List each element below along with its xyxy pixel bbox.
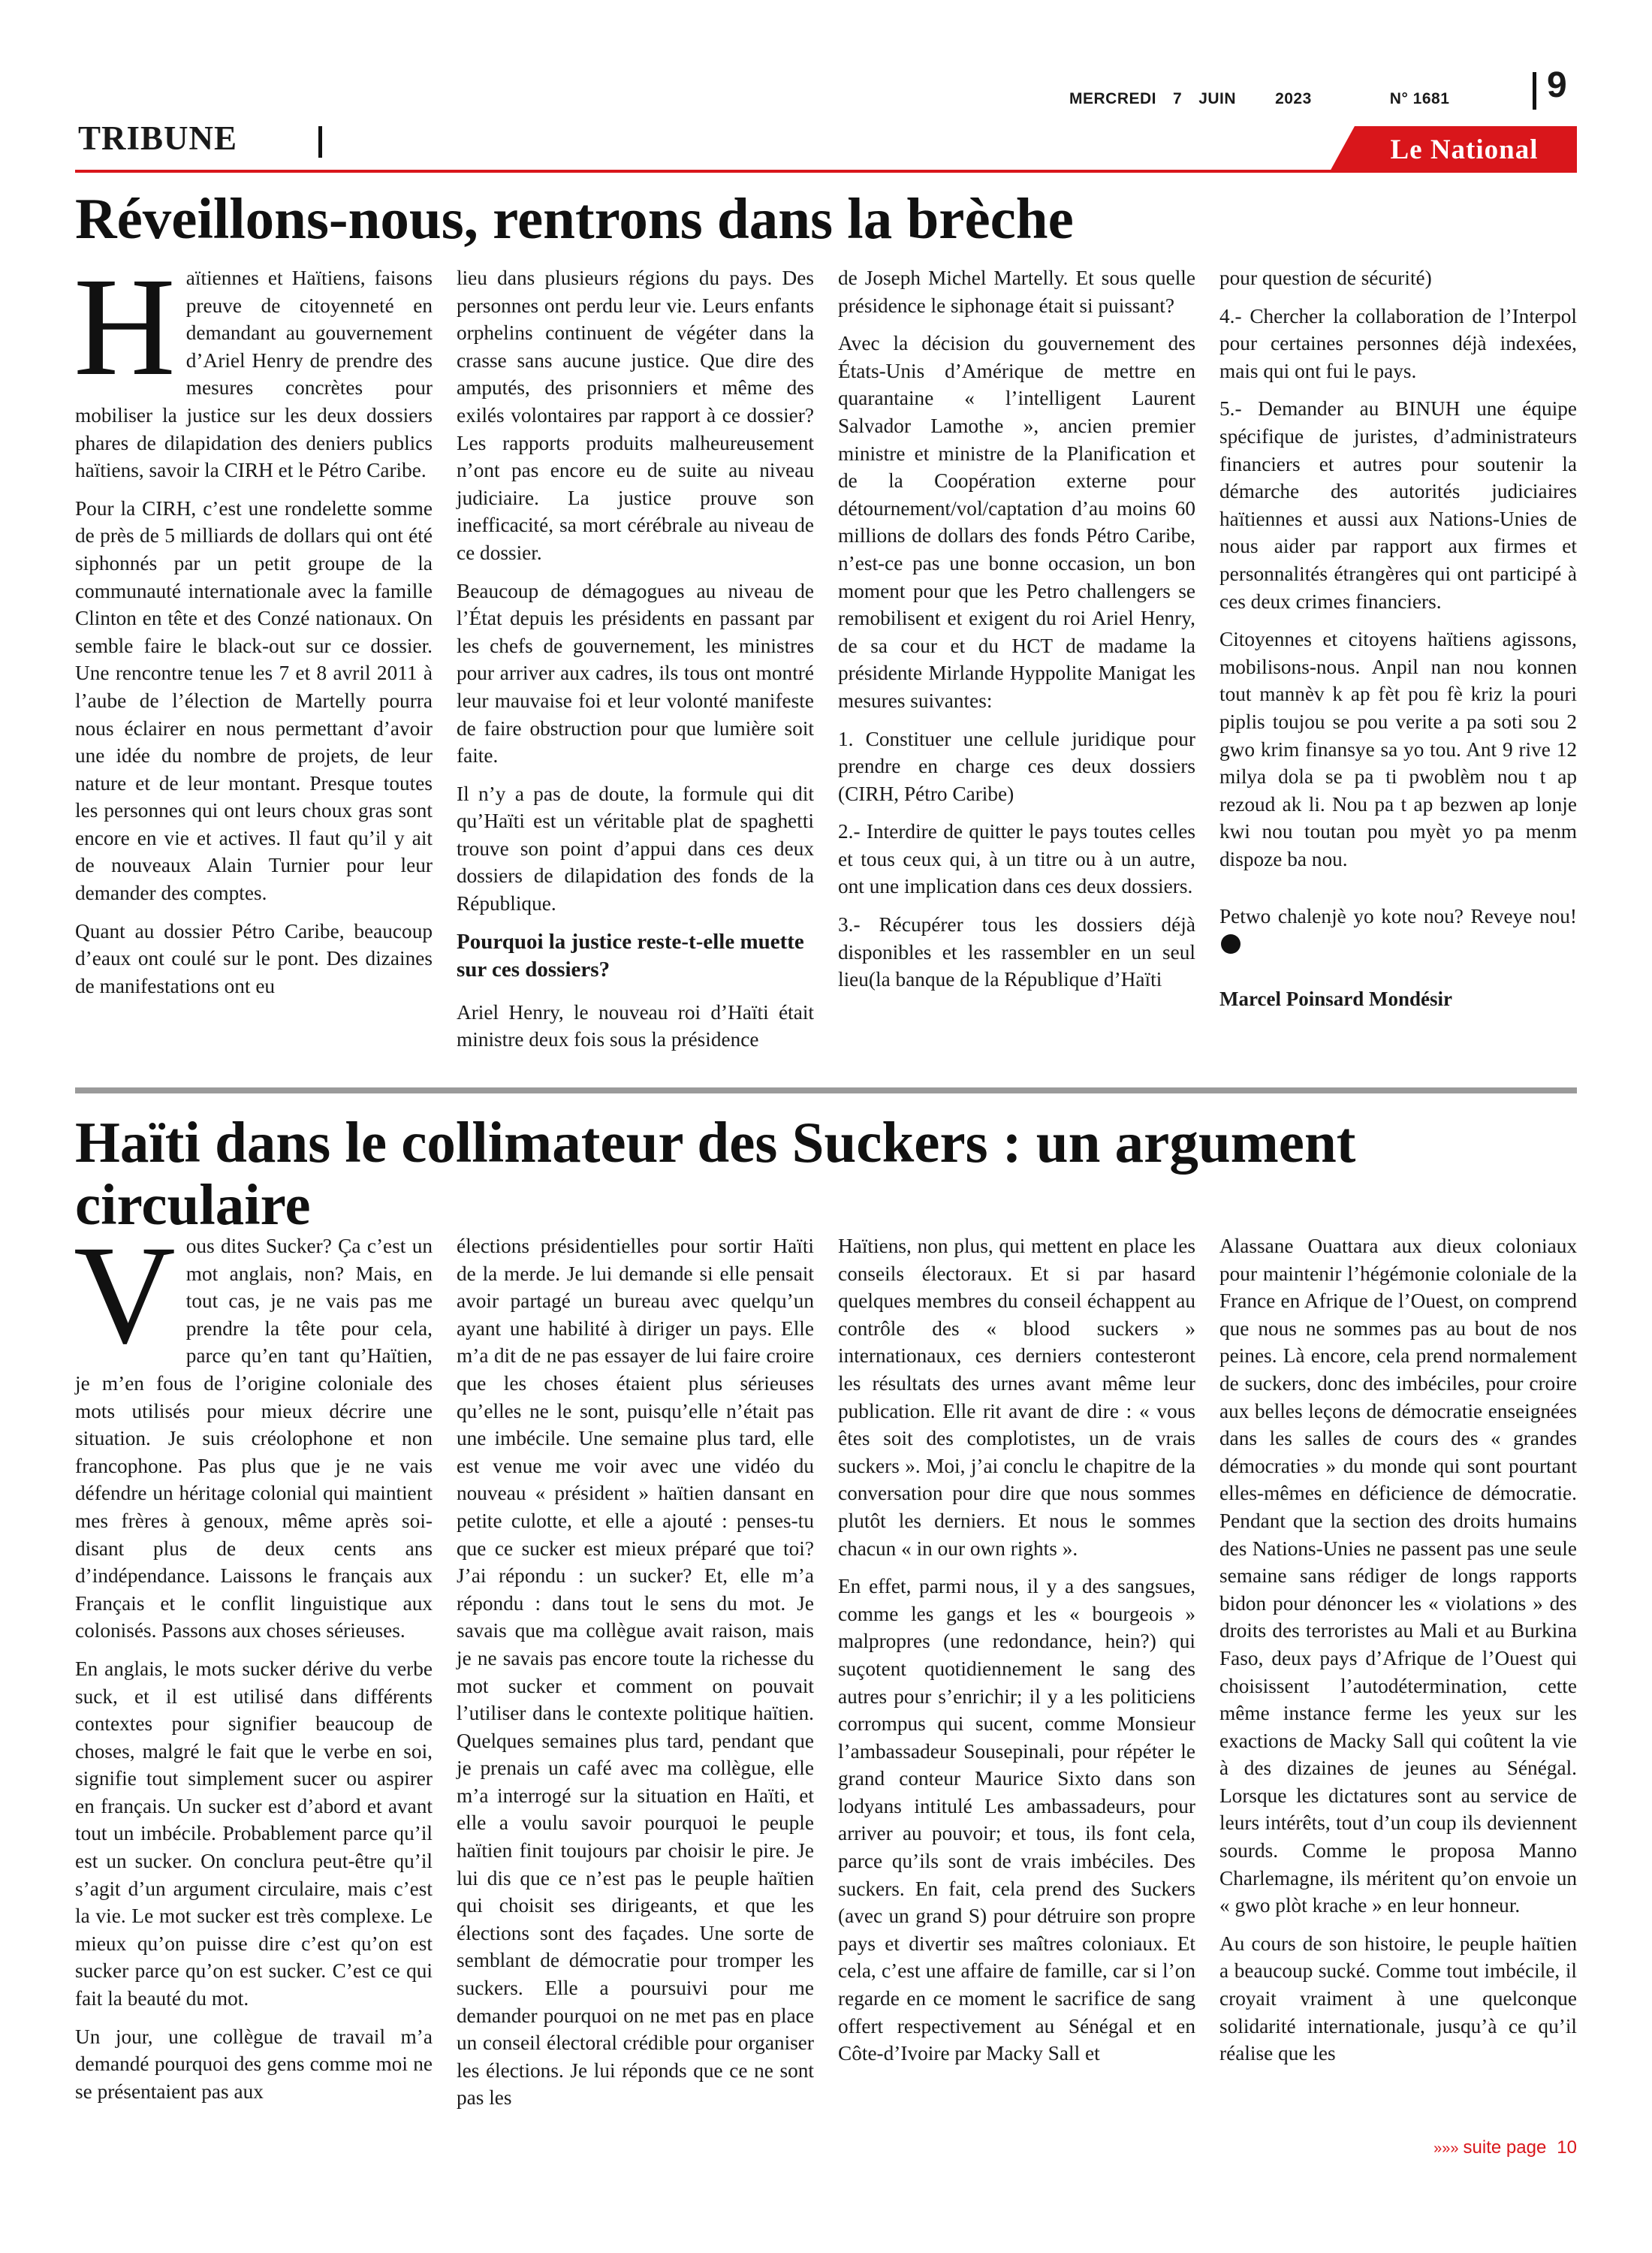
continue-page-number: 10 bbox=[1557, 2137, 1577, 2158]
article-1-body bbox=[74, 248, 1577, 1074]
issue-month: JUIN bbox=[1198, 90, 1237, 107]
article-1-column-3 bbox=[838, 264, 1195, 1074]
article-1-column-1 bbox=[74, 248, 433, 1074]
issue-date: 7 bbox=[1173, 90, 1183, 107]
article-list-item: 4.- Chercher la collaboration de l’Interpol pour certaines personnes déjà indexées, mais qui ont fui le pays. bbox=[1219, 304, 1577, 382]
article-paragraph: Avec la décision du gouvernement des États-Unis d’Amérique de mettre en quarantaine « l’intelligent Laurent Salvador Lamothe », ancien premier ministre et ministre de la Planification et de la Coopération externe pour détournement/vol/captation d’au moins 60 millions de dollars des fonds Pétro Caribe, n’est-ce pas une bonne occasion, un bon moment pour que les Petro challengers se remobilisent et exigent du roi Ariel Henry, de sa cour et du HCT de madame la présidente Mirlande Hyppolite Manigat les mesures suivantes: bbox=[838, 332, 1195, 712]
article-paragraph bbox=[74, 1216, 433, 1645]
closing-text: Petwo chalenjè yo kote nou? Reveye nou! bbox=[1219, 905, 1577, 928]
continue-label: suite page bbox=[1463, 2137, 1547, 2158]
article-2-column-1 bbox=[74, 1216, 433, 2134]
article-2-column-3 bbox=[838, 1232, 1195, 2134]
brand-name: Le National bbox=[1390, 134, 1539, 165]
article-paragraph: Quant au dossier Pétro Caribe, beaucoup d’eaux ont coulé sur le pont. Des dizaines de manifestations ont eu bbox=[75, 919, 433, 997]
article-1-column-2 bbox=[457, 264, 814, 1074]
article-paragraph: En effet, parmi nous, il y a des sangsues, comme les gangs et les « bourgeois » malpropres (une redondance, hein?) qui suçotent quotidiennement le sang des autres pour s’enrichir; il y a les politiciens corrompus qui sucent, comme Monsieur l’ambassadeur Sousepinali, pour répéter le grand conteur Maurice Sixto dans son lodyans intitulé Les ambassadeurs, pour arriver au pouvoir; et tous, ils font cela, parce qu’ils sont de vrais imbéciles. Des suckers. En fait, cela prend des Suckers (avec un grand S) pour détruire son propre pays et divertir ses maîtres coloniaux. Et cela, c’est une affaire de famille, car si l’on regarde en ce moment le sacrifice de sang offert respectivement au Sénégal et en Côte-d’Ivoire par Macky Sall et bbox=[838, 1575, 1195, 2065]
article-list-item: pour question de sécurité) bbox=[1219, 267, 1432, 289]
article-divider bbox=[75, 1087, 1577, 1093]
article-1-column-4 bbox=[1219, 264, 1577, 1074]
page-number-separator bbox=[1533, 72, 1536, 110]
continued-on-page[interactable] bbox=[1397, 2137, 1577, 2158]
article-1-title: Réveillons-nous, rentrons dans la brèche bbox=[75, 186, 1074, 251]
article-paragraph: Au cours de son histoire, le peuple haïtien a beaucoup sucké. Comme tout imbécile, il croyait vraiment à une quelconque solidarité internationale, jusqu’à ce qu’il réalise que les bbox=[1219, 1932, 1577, 2065]
article-paragraph: Haïtiens, non plus, qui mettent en place les conseils électoraux. Et si par hasard quelques membres du conseil échappent au contrôle des « blood suckers » internationaux, ces derniers contesteront les résultats des urnes avant même leur publication. Elle rit avant de dire : « vous êtes soit des complotistes, un de vrais suckers ». Moi, j’ai conclu le chapitre de la conversation pour dire que nous sommes plutôt les derniers. Et nous le sommes chacun « in our own rights ». bbox=[838, 1235, 1195, 1560]
issue-year: 2023 bbox=[1275, 90, 1312, 107]
drop-cap: H bbox=[74, 248, 176, 405]
article-paragraph: En anglais, le mots sucker dérive du verbe suck, et il est utilisé dans différents contextes pour signifier beaucoup de choses, malgré le fait que le verbe en soi, signifie tout simplement sucer ou aspirer en français. Un sucker est d’abord et avant tout un imbécile. Probablement parce qu’il est un sucker. On conclura peut-être qu’il s’agit d’un argument circulaire, mais c’est la vie. Le mot sucker est très complexe. Le mieux qu’on puisse dire c’est qu’on est sucker parce qu’on est sucker. C’est ce qui fait la beauté du mot. bbox=[75, 1657, 433, 2010]
article-paragraph: Alassane Ouattara aux dieux coloniaux pour maintenir l’hégémonie coloniale de la France en Afrique de l’Ouest, on comprend que nous ne sommes pas au bout de nos peines. Là encore, cela prend normalement de suckers, donc des imbéciles, pour croire aux belles leçons de démocratie enseignées dans les salles de cours des « grandes démocraties » du monde qui sont pourtant elles-mêmes en déficience de démocratie. Pendant que la section des droits humains des Nations-Unies ne passent pas une seule semaine sans rédiger de longs rapports bidon pour dénoncer les « violations » des droits des terroristes au Mali et au Burkina Faso, deux pays d’Afrique de l’Ouest qui choisissent l’autodétermination, cette même instance ferme les yeux sur les exactions de Macky Sall qui coûtent la vie à des dizaines de jeunes au Sénégal. Lorsque les dictatures sont au service de leurs intérêts, tout d’un coup ils deviennent sourds. Comme le proposa Manno Charlemagne, ils méritent qu’on envoie un « gwo plòt krache » en leur honneur. bbox=[1219, 1235, 1577, 1917]
article-list-item: 5.- Demander au BINUH une équipe spécifique de juristes, d’administrateurs financiers et autres pour soutenir la démarche des autorités judiciaires haïtiennes et aussi aux Nations-Unies de nous aider par rapport aux firmes et personnalités étrangères qui ont participé à ces deux crimes financiers. bbox=[1219, 397, 1577, 613]
article-author: Marcel Poinsard Mondésir bbox=[1219, 987, 1452, 1010]
article-paragraph: Il n’y a pas de doute, la formule qui dit qu’Haïti est un véritable plat de spaghetti trouve son point d’appui dans ces deux dossiers de dilapidation des fonds de la République. bbox=[457, 782, 814, 915]
article-paragraph: élections présidentielles pour sortir Haïti de la merde. Je lui demande si elle pensait avoir partagé un bureau avec quelqu’un ayant une habilité à diriger un pays. Elle m’a dit de ne pas essayer de lui faire croire que les choses étaient plus sérieuses qu’elles ne le sont, puisqu’elle n’était pas une imbécile. Une semaine plus tard, elle est venue me voir avec une vidéo du nouveau « président » haïtien dansant en petite culotte, et elle a ajouté : penses-tu que ce sucker est mieux préparé que toi? J’ai répondu : un sucker? Et, elle m’a répondu : dans tout le sens du mot. Je savais que ma collègue avait raison, mais je ne savais pas encore toute la richesse du mot sucker et comment on pouvait l’utiliser dans le contexte politique haïtien. Quelques semaines plus tard, pendant que je prenais un café avec ma collègue, elle m’a interrogé sur la situation en Haïti, et elle a voulu savoir pourquoi le peuple haïtien finit toujours par choisir le pire. Je lui dis que ce n’est pas le peuple haïtien qui choisit ses dirigeants, et que les élections sont des façades. Une sorte de semblant de démocratie pour tromper les suckers. Elle a poursuivi pour me demander pourquoi on ne met pas en place un conseil électoral crédible pour organiser les élections. Je lui réponds que ce ne sont pas les bbox=[457, 1235, 814, 2110]
section-separator bbox=[318, 126, 322, 158]
article-paragraph: Un jour, une collègue de travail m’a demandé pourquoi des gens comme moi ne se présentaient pas aux bbox=[75, 2025, 433, 2103]
end-of-article-icon bbox=[1221, 934, 1241, 954]
article-list-item: 2.- Interdire de quitter le pays toutes celles et tous ceux qui, à un titre ou à un autre, ont une implication dans ces deux dossiers. bbox=[838, 820, 1195, 898]
article-paragraph: Ariel Henry, le nouveau roi d’Haïti était ministre deux fois sous la présidence bbox=[457, 1000, 814, 1051]
continue-arrows-icon: »»» bbox=[1433, 2140, 1459, 2157]
issue-info bbox=[1069, 84, 1449, 114]
issue-number: N° 1681 bbox=[1389, 90, 1450, 107]
article-paragraph: Citoyennes et citoyens haïtiens agissons, mobilisons-nous. Anpil nan nou konnen tout mannèv k ap fèt pou fè kriz la pouri piplis toujou se pou verite a pa soti sou 2 gwo krim finansye sa yo tou. Ant 9 rive 12 milya dola se pa ti pwoblèm nou t ap rezoud ak li. Nou pa t ap bezwen ap lonje kwi nou toutan pou myèt yo pa menm dispoze ba nou. bbox=[1219, 628, 1577, 870]
article-list-item: 3.- Récupérer tous les dossiers déjà disponibles et les rassembler en un seul lieu(la banque de la République d’Haïti bbox=[838, 913, 1195, 991]
article-2-column-2 bbox=[457, 1232, 814, 2134]
article-paragraph bbox=[74, 248, 433, 484]
article-closing bbox=[1219, 903, 1577, 958]
drop-cap: V bbox=[74, 1216, 176, 1373]
section-label: TRIBUNE bbox=[78, 119, 238, 157]
article-paragraph: Pour la CIRH, c’est une rondelette somme de près de 5 milliards de dollars qui ont été siphonnés par un petit groupe de la communauté internationale avec la famille Clinton en tête et des Conzé nationaux. On semble faire le black-out sur ce dossier. Une rencontre tenue les 7 et 8 avril 2011 à l’aube de l’élection de Martelly pourra nous éclairer en nous permettant d’avoir une idée du nombre de projets, de leur nature et de leur montant. Presque toutes les personnes qui ont leurs choux gras sont encore en vie et actives. Il faut qu’il y ait de nouveaux Alain Turnier pour leur demander des comptes. bbox=[75, 496, 433, 905]
issue-day: MERCREDI bbox=[1069, 90, 1157, 107]
paragraph-text: aïtiennes et Haïtiens, faisons preuve de citoyenneté en demandant au gouvernement d’Ariel Henry de prendre des mesures concrètes pour mobiliser la justice sur les deux dossiers phares de dilapidation des deniers publics haïtiens, savoir la CIRH et le Pétro Caribe. bbox=[75, 267, 433, 482]
article-paragraph: lieu dans plusieurs régions du pays. Des personnes ont perdu leur vie. Leurs enfants orphelins continuent de végéter dans la crasse sans aucune justice. Que dire des amputés, des prisonniers et même des exilés volontaires par rapport à ce dossier? Les rapports produits malheureusement n’ont pas encore eu de suite au niveau judiciaire. La justice prouve son inefficacité, sa mort cérébrale au niveau de ce dossier. bbox=[457, 267, 814, 564]
title-line: circulaire bbox=[75, 1172, 311, 1238]
article-list-item: 1. Constituer une cellule juridique pour prendre en charge ces deux dossiers (CIRH, Pétro Caribe) bbox=[838, 727, 1195, 805]
page-number: 9 bbox=[1547, 65, 1567, 105]
article-subheading: Pourquoi la justice reste-t-elle muette sur ces dossiers? bbox=[457, 929, 804, 982]
header-rule bbox=[75, 170, 1577, 173]
article-2-body bbox=[74, 1216, 1577, 2134]
article-paragraph: Beaucoup de démagogues au niveau de l’État depuis les présidents en passant par les chefs de gouvernement, les ministres pour arriver aux cadres, ils tous ont montré leur mauvaise foi et leur volonté manifeste de faire obstruction pour que lumière soit faite. bbox=[457, 579, 814, 768]
title-line: Haïti dans le collimateur des Suckers : un argument bbox=[75, 1110, 1356, 1175]
article-paragraph: de Joseph Michel Martelly. Et sous quelle présidence le siphonage était si puissant? bbox=[838, 267, 1195, 317]
article-2-column-4 bbox=[1219, 1232, 1577, 2134]
article-2-title bbox=[75, 1111, 1502, 1236]
paragraph-text: ous dites Sucker? Ça c’est un mot anglais, non? Mais, en tout cas, je ne vais pas me prendre la tête pour cela, parce qu’en tant qu’Haïtien, je m’en fous de l’origine coloniale des mots utilisés pour mieux décrire une situation. Je suis créolophone et non francophone. Pas plus que je ne vais défendre un héritage colonial qui maintient mes frères à genoux, même après soi-disant plus de deux cents ans d’indépendance. Laissons le français aux Français et le conflit linguistique aux colonisés. Passons aux choses sérieuses. bbox=[75, 1235, 433, 1642]
